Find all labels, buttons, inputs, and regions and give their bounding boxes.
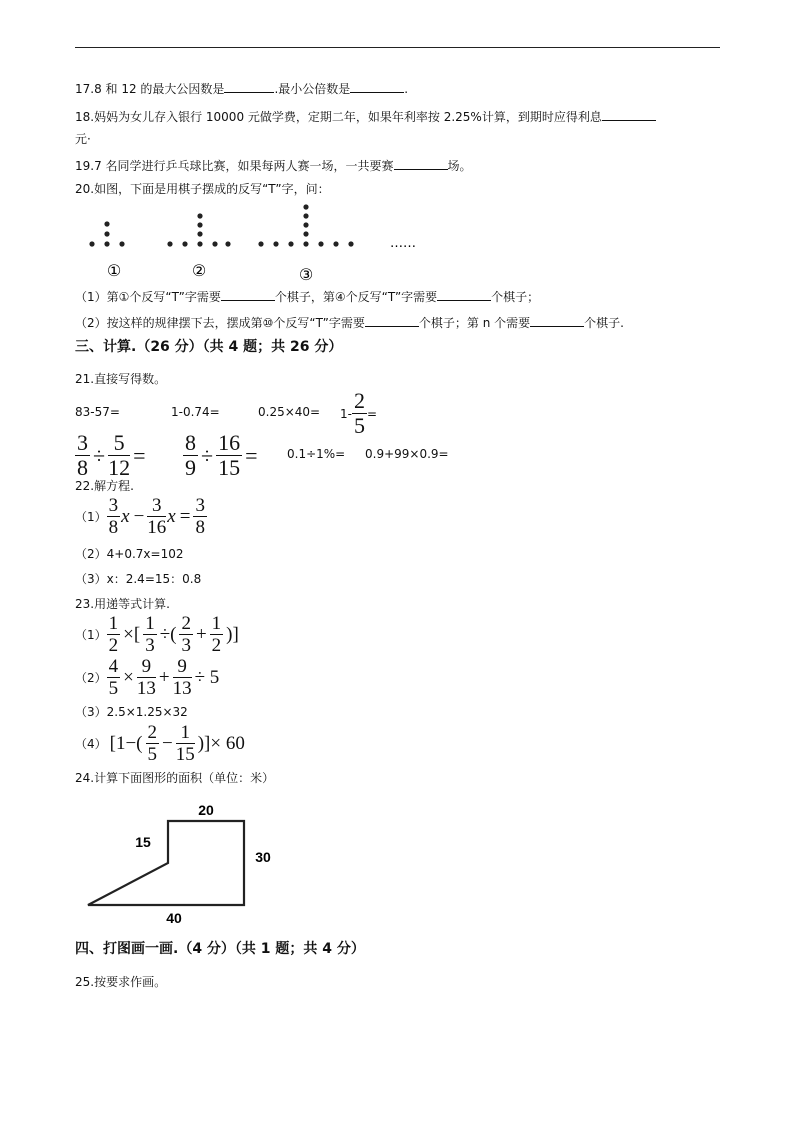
q21-item-6 <box>183 432 261 479</box>
fraction-numerator: 9 <box>137 657 156 678</box>
q23-p4-frac-1 <box>146 723 160 764</box>
q23-p4-frac-2 <box>176 723 195 764</box>
fraction-numerator: 1 <box>176 723 195 744</box>
question-18-cont <box>75 131 91 147</box>
q21-item-2: 1-0.74= <box>171 405 220 419</box>
operator: ÷( <box>159 623 177 645</box>
figure-1-label: ① <box>106 261 122 280</box>
q20-sub1-text-a: （1）第①个反写“T”字需要 <box>75 290 221 304</box>
fraction-denominator: 8 <box>195 517 205 538</box>
fraction-numerator: 4 <box>108 656 119 677</box>
q20-sub2-text-b: 个棋子；第 n 个需要 <box>418 316 531 330</box>
q23-p1-frac-1 <box>107 614 121 655</box>
fraction-denominator: 2 <box>211 635 222 656</box>
question-25: 25.按要求作画。 <box>75 975 167 989</box>
q20-sub1-text-b: 个棋子，第④个反写“T”字需要 <box>274 290 438 304</box>
dim-top: 20 <box>198 802 214 818</box>
fraction-numerator: 5 <box>108 432 130 456</box>
fraction-numerator: 3 <box>77 430 88 455</box>
figure-1-dots <box>89 221 124 246</box>
fraction-numerator: 2 <box>147 722 158 743</box>
question-20-sub1 <box>75 288 539 305</box>
question-22-stem: 22.解方程. <box>75 479 134 493</box>
q23-p1-frac-3 <box>179 614 193 655</box>
q23-p1-frac-2 <box>143 614 157 655</box>
q21-item-8: 0.9+99×0.9= <box>365 447 449 461</box>
q23-p2-frac-3 <box>173 657 192 698</box>
question-19 <box>75 157 472 174</box>
area-figure <box>78 795 308 930</box>
fraction-denominator: 12 <box>108 455 131 480</box>
q22-equation-3: （3）x：2.4=15：0.8 <box>75 572 202 586</box>
divide-sign: ÷ <box>201 442 214 468</box>
q22-eq1-label: （1） <box>75 509 107 524</box>
figure-3-dots <box>258 204 353 246</box>
q21-item-5-frac-1 <box>75 432 90 479</box>
fraction-denominator: 15 <box>175 744 195 765</box>
fraction-denominator: 5 <box>353 413 365 438</box>
q22-eq1-frac-1 <box>107 496 121 537</box>
figure-3-label: ③ <box>298 265 314 284</box>
fraction-denominator: 16 <box>147 517 167 538</box>
q21-item-4-pre: 1- <box>340 406 352 421</box>
equals-sign: = <box>133 442 146 468</box>
figure-2-dots <box>167 213 230 246</box>
operator: + <box>158 666 170 688</box>
figure-ellipsis: …… <box>390 236 416 251</box>
fraction-numerator: 2 <box>181 613 191 634</box>
fraction-denominator: 3 <box>145 635 155 656</box>
q23-p4-label: （4） <box>75 736 107 751</box>
q20-stem-text: 20.如图，下面是用棋子摆成的反写“T”字，问： <box>75 182 330 196</box>
q21-item-4-fraction <box>352 390 367 437</box>
equals-sign: = <box>245 442 258 468</box>
question-23-stem: 23.用递等式计算. <box>75 597 170 611</box>
divide-sign: ÷ <box>93 442 106 468</box>
fraction-numerator: 8 <box>185 430 196 455</box>
area-figure-shape <box>88 821 244 905</box>
q20-sub2-text-a: （2）按这样的规律摆下去，摆成第⑩个反写“T”字需要 <box>75 316 365 330</box>
variable-x: x <box>167 505 176 527</box>
operator: × <box>123 666 134 688</box>
q17-text-c: . <box>404 82 409 96</box>
question-18 <box>75 108 656 125</box>
q17-blank-2[interactable] <box>350 80 404 93</box>
fraction-numerator: 1 <box>211 613 222 634</box>
q17-text-b: .最小公倍数是 <box>274 82 351 96</box>
variable-x: x <box>121 505 130 527</box>
q22-equation-2: （2）4+0.7x=102 <box>75 547 184 561</box>
operator: − <box>162 732 173 754</box>
q19-text-a: 19.7 名同学进行乒乓球比赛，如果每两人赛一场，一共要赛 <box>75 159 394 173</box>
chess-piece-figure <box>80 200 420 285</box>
fraction-numerator: 3 <box>108 495 119 516</box>
q20-sub1-text-c: 个棋子； <box>491 290 540 304</box>
q23-p1-label: （1） <box>75 627 107 642</box>
fraction-numerator: 3 <box>195 495 205 516</box>
question-20-sub2 <box>75 314 624 331</box>
fraction-numerator: 16 <box>218 430 241 455</box>
q18-blank[interactable] <box>602 108 656 121</box>
fraction-denominator: 13 <box>172 678 192 699</box>
fraction-denominator: 13 <box>136 678 156 699</box>
q22-eq1-frac-2 <box>147 496 166 537</box>
top-rule <box>75 47 720 48</box>
operator: )] <box>226 623 239 645</box>
q20-sub2-blank-2[interactable] <box>530 314 584 327</box>
question-20-stem <box>75 181 330 197</box>
q22-eq1-frac-3 <box>193 496 207 537</box>
section-4-heading: 四、打图画一画.（4 分）（共 1 题；共 4 分） <box>75 941 365 957</box>
fraction-numerator: 3 <box>147 496 166 517</box>
fraction-denominator: 8 <box>108 517 119 538</box>
q21-item-6-frac-1 <box>183 432 198 479</box>
fraction-denominator: 9 <box>185 455 196 480</box>
minus-sign: − <box>133 505 145 527</box>
dim-bottom: 40 <box>166 910 182 926</box>
q21-item-7: 0.1÷1%= <box>287 447 346 461</box>
figure-2-label: ② <box>191 261 207 280</box>
q23-p2-frac-2 <box>137 657 156 698</box>
q23-p2-label: （2） <box>75 670 107 685</box>
q21-item-4 <box>340 390 377 437</box>
fraction-denominator: 5 <box>108 678 119 699</box>
q21-item-3: 0.25×40= <box>258 405 321 419</box>
dim-right: 30 <box>255 849 271 865</box>
q22-equation-1 <box>75 496 207 537</box>
q21-item-6-frac-2 <box>216 432 242 479</box>
q18-text-b: 元· <box>75 132 91 146</box>
q20-sub2-text-c: 个棋子. <box>584 316 624 330</box>
question-24-stem: 24.计算下面图形的面积（单位：米） <box>75 771 275 785</box>
fraction-numerator: 1 <box>108 613 119 634</box>
q21-item-5-frac-2 <box>108 432 130 479</box>
q23-problem-1 <box>75 614 242 655</box>
q20-sub2-blank-1[interactable] <box>365 314 419 327</box>
fraction-numerator: 1 <box>145 613 155 634</box>
operator: + <box>195 623 207 645</box>
fraction-numerator: 9 <box>173 657 192 678</box>
fraction-denominator: 2 <box>108 635 119 656</box>
question-17 <box>75 80 408 97</box>
q21-item-4-post: = <box>366 406 378 421</box>
equals-sign: = <box>179 505 191 527</box>
fraction-numerator: 2 <box>353 388 365 413</box>
q23-problem-2 <box>75 657 222 698</box>
operator: [1−( <box>109 732 143 754</box>
section-3-heading: 三、计算.（26 分）（共 4 题；共 26 分） <box>75 339 343 355</box>
fraction-denominator: 5 <box>147 744 158 765</box>
question-21-stem: 21.直接写得数。 <box>75 372 167 386</box>
fraction-denominator: 8 <box>77 455 88 480</box>
q21-item-5 <box>75 432 149 479</box>
q20-sub1-blank-1[interactable] <box>221 288 275 301</box>
operator: )]× 60 <box>197 732 245 754</box>
q17-text-a: 17.8 和 12 的最大公因数是 <box>75 82 225 96</box>
q23-p1-frac-4 <box>210 614 224 655</box>
q21-item-1: 83-57= <box>75 405 120 419</box>
fraction-denominator: 3 <box>181 635 191 656</box>
q19-text-b: 场。 <box>447 159 472 173</box>
operator: ×[ <box>123 623 141 645</box>
q23-problem-4 <box>75 723 248 764</box>
operator: ÷ 5 <box>194 666 220 688</box>
dim-left: 15 <box>135 834 151 850</box>
q18-text-a: 18.妈妈为女儿存入银行 10000 元做学费，定期二年，如果年利率按 2.25%计算，到期时应得利息 <box>75 110 602 124</box>
q23-p2-frac-1 <box>107 657 121 698</box>
q19-blank[interactable] <box>394 157 448 170</box>
fraction-denominator: 15 <box>218 455 241 480</box>
q23-problem-3: （3）2.5×1.25×32 <box>75 705 188 719</box>
q20-sub1-blank-2[interactable] <box>437 288 491 301</box>
q17-blank-1[interactable] <box>224 80 274 93</box>
